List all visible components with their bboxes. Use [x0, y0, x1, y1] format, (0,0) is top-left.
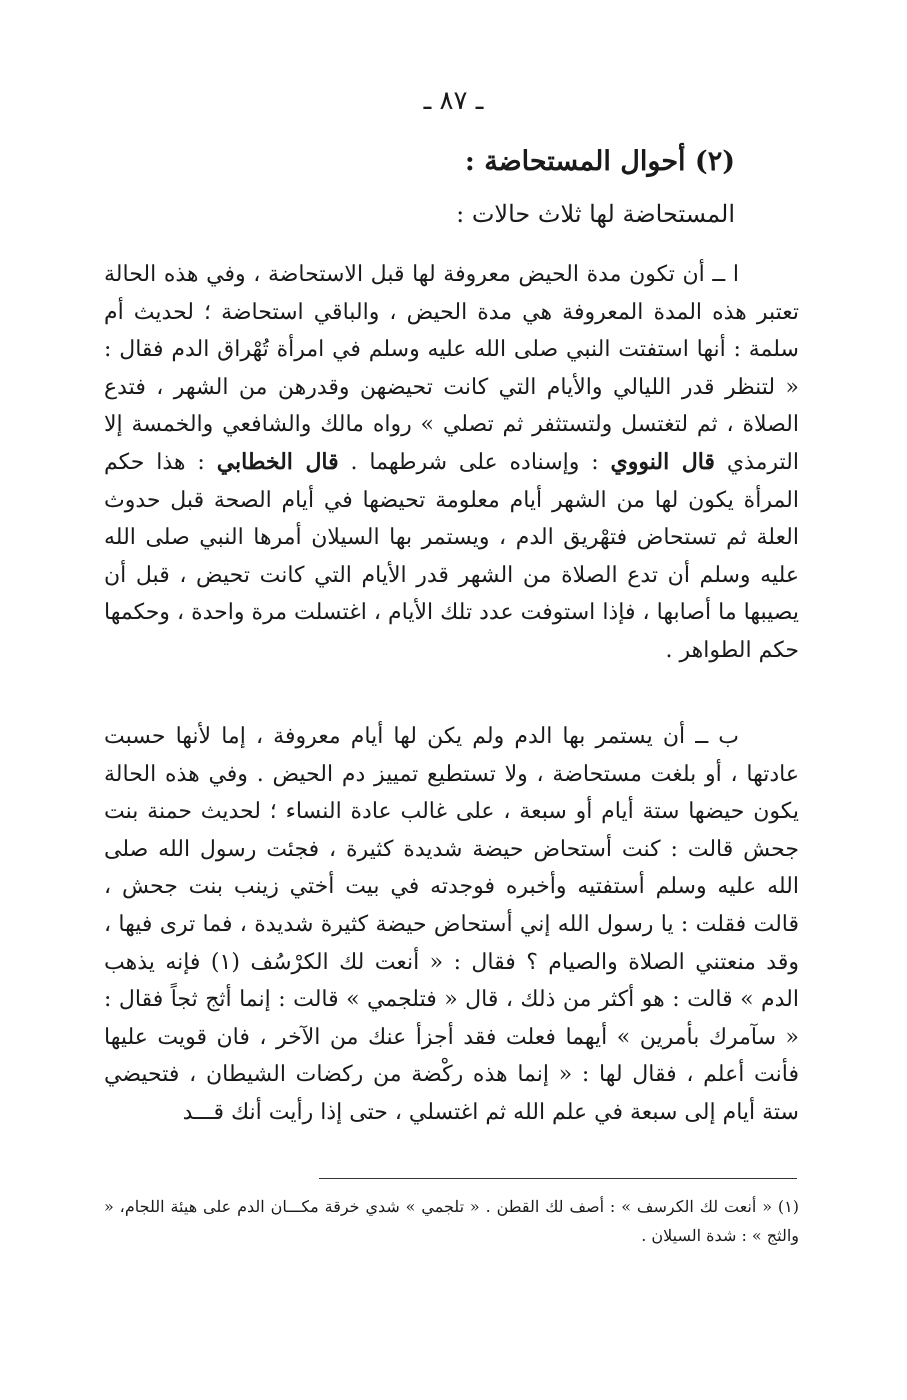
paragraph-a: [104, 256, 799, 670]
paragraph-a-part3: : هذا حكم المرأة يكون لها من الشهر أيام معلومة تحيضها في أيام الصحة قبل حدوث العلة ثم تستحاض فتهْريق الدم ، ويستمر بها السيلان أمرها النبي صلى الله عليه وسلم أن تدع الصلاة من الشهر قدر الأيام التي كانت تحيض ، قبل أن يصيبها ما أصابها ، فإذا استوفت عدد تلك الأيام ، اغتسلت مرة واحدة ، وحكمها حكم الطواهر .: [104, 449, 799, 663]
paragraph-b: [104, 718, 799, 1132]
section-title: (٢) أحوال المستحاضة :: [464, 146, 735, 177]
intro-text: المستحاضة لها ثلاث حالات :: [456, 200, 735, 228]
scholar-label-nawawi: قال النووي: [610, 448, 715, 475]
footnote: (١) « أنعت لك الكرسف » : أصف لك القطن . « تلجمي » شدي خرقة مكـــان الدم على هيئة اللجام، « والثج » : شدة السيلان .: [104, 1197, 799, 1245]
paragraph-a-part1: ا ــ أن تكون مدة الحيض معروفة لها قبل الاستحاضة ، وفي هذه الحالة تعتبر هذه المدة المعروفة هي مدة الحيض ، والباقي استحاضة ؛ لحديث أم سلمة : أنها استفتت النبي صلى الله عليه وسلم في امرأة تُهْراق الدم فقال : « لتنظر قدر الليالي والأيام التي كانت تحيضهن وقدرهن من الشهر ، فتدع الصلاة ، ثم لتغتسل ولتستثفر ثم تصلي » رواه مالك والشافعي والخمسة إلا الترمذي: [104, 262, 799, 475]
scholar-label-khattabi: قال الخطابي: [216, 448, 339, 475]
page-number: ـ ٨٧ ـ: [423, 86, 484, 116]
paragraph-a-part2: : وإسناده على شرطهما .: [350, 449, 599, 475]
paragraph-b-text: ب ــ أن يستمر بها الدم ولم يكن لها أيام معروفة ، إما لأنها حسبت عادتها ، أو بلغت مستحاضة ، ولا تستطيع تمييز دم الحيض . وفي هذه الحالة يكون حيضها ستة أيام أو سبعة ، على غالب عادة النساء ؛ لحديث حمنة بنت جحش قالت : كنت أستحاض حيضة شديدة كثيرة ، فجئت رسول الله صلى الله عليه وسلم أستفتيه وأخبره فوجدته في بيت أختي زينب بنت جحش ، قالت فقلت : يا رسول الله إني أستحاض حيضة كثيرة شديدة ، فما ترى فيها ، وقد منعتني الصلاة والصيام ؟ فقال : « أنعت لك الكرْسُف (١) فإنه يذهب الدم » قالت : هو أكثر من ذلك ، قال « فتلجمي » قالت : إنما أثج ثجاً فقال : « سآمرك بأمرين » أيهما فعلت فقد أجزأ عنك من الآخر ، فان قويت عليها فأنت أعلم ، فقال لها : « إنما هذه ركْضة من ركضات الشيطان ، فتحيضي ستة أيام إلى سبعة في علم الله ثم اغتسلي ، حتى إذا رأيت أنك قـــد: [104, 724, 799, 1125]
footnote-divider: [319, 1178, 797, 1179]
